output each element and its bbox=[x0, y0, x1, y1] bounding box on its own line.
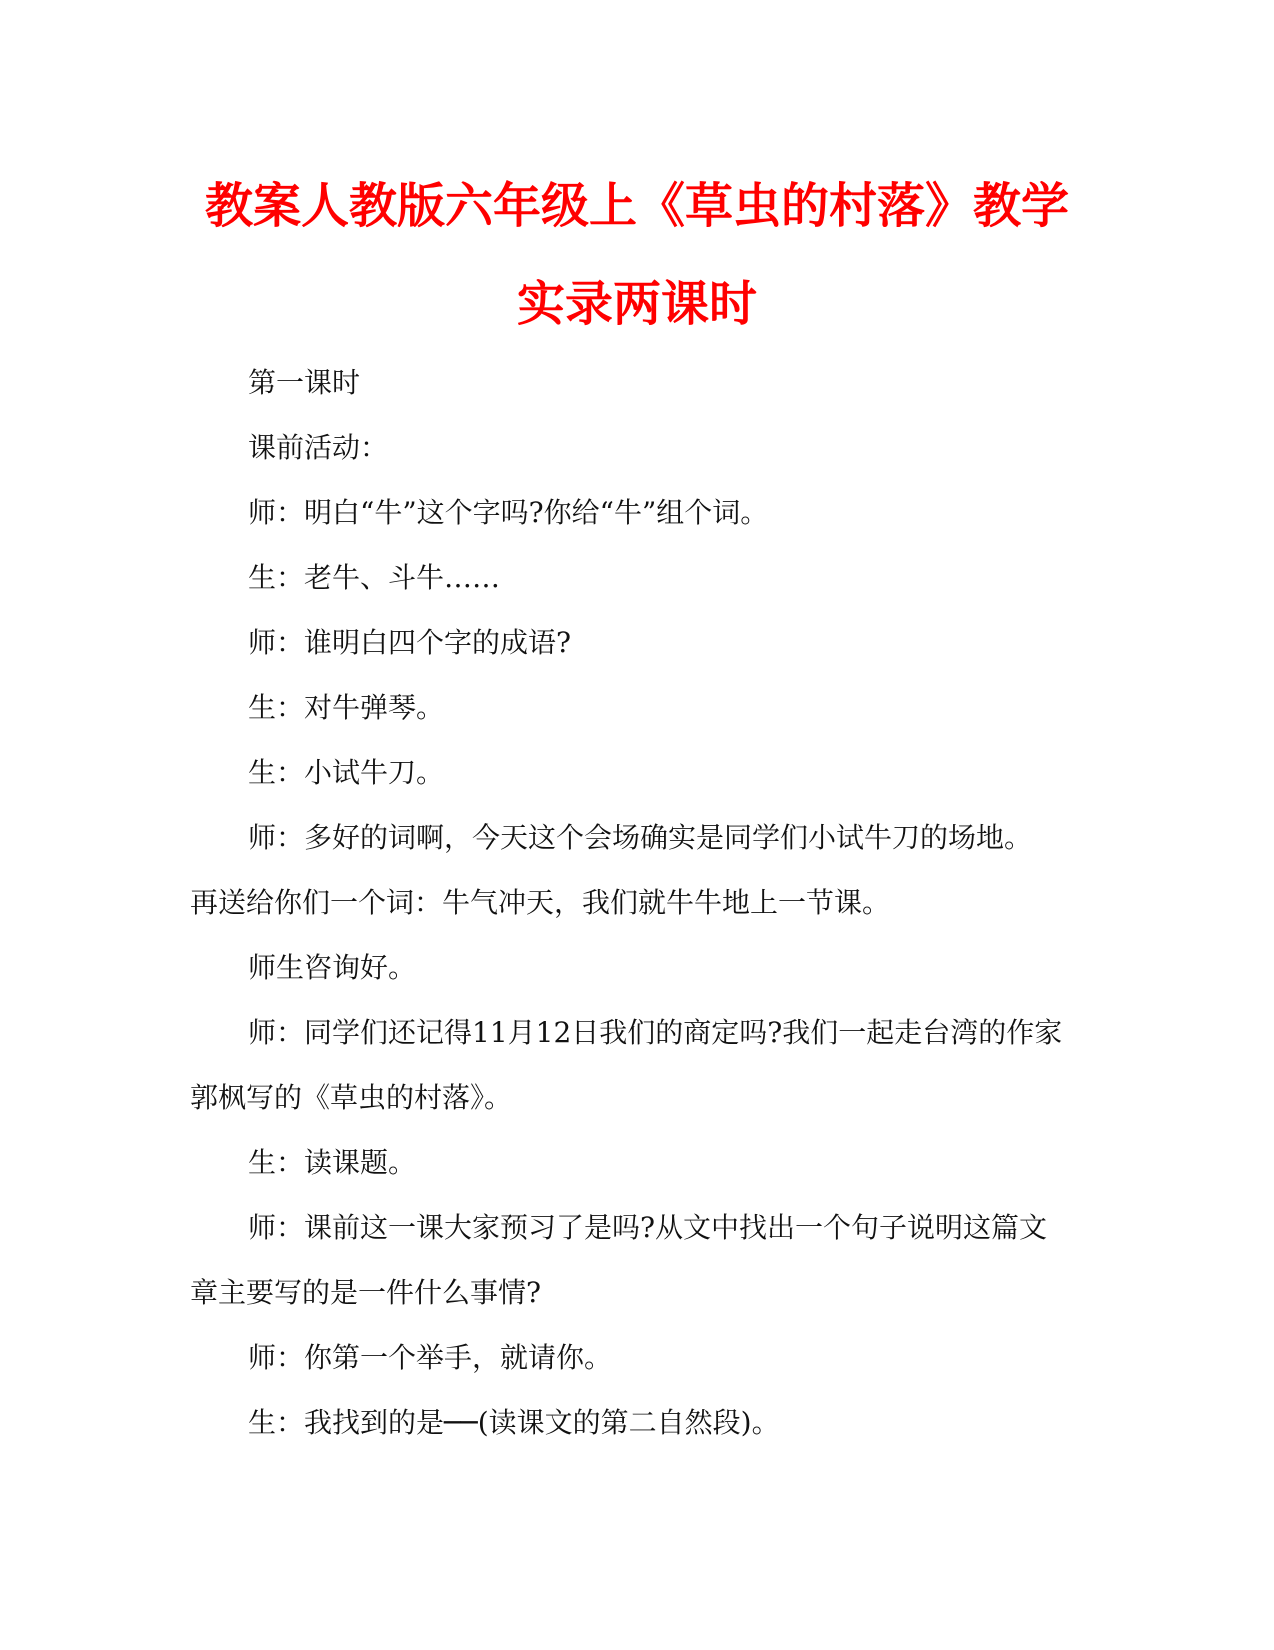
document-title-line-2: 实录两课时 bbox=[516, 276, 757, 332]
paragraph: 师：谁明白四个字的成语? bbox=[248, 626, 572, 659]
paragraph-pre-class-activity: 课前活动： bbox=[248, 431, 389, 464]
paragraph: 生：读课题。 bbox=[248, 1146, 417, 1179]
paragraph: 师：课前这一课大家预习了是吗?从文中找出一个句子说明这篇文 bbox=[248, 1211, 1048, 1244]
paragraph-lesson-heading: 第一课时 bbox=[248, 366, 361, 399]
paragraph: 师生咨询好。 bbox=[248, 951, 417, 984]
paragraph: 师：同学们还记得11月12日我们的商定吗?我们一起走台湾的作家 bbox=[248, 1016, 1063, 1049]
paragraph-continuation: 郭枫写的《草虫的村落》。 bbox=[190, 1081, 513, 1114]
paragraph: 生：老牛、斗牛…… bbox=[248, 561, 501, 594]
paragraph: 师：你第一个举手，就请你。 bbox=[248, 1341, 613, 1374]
paragraph: 师：明白“牛”这个字吗?你给“牛”组个词。 bbox=[248, 496, 769, 529]
paragraph: 生：小试牛刀。 bbox=[248, 756, 445, 789]
paragraph: 师：多好的词啊，今天这个会场确实是同学们小试牛刀的场地。 bbox=[248, 821, 1033, 854]
paragraph-continuation: 章主要写的是一件什么事情? bbox=[190, 1276, 542, 1309]
paragraph-continuation: 再送给你们一个词：牛气冲天，我们就牛牛地上一节课。 bbox=[190, 886, 891, 919]
paragraph: 生：我找到的是──(读课文的第二自然段)。 bbox=[248, 1406, 780, 1439]
document-body bbox=[190, 350, 1082, 1455]
document-title-line-1: 教案人教版六年级上《草虫的村落》教学 bbox=[204, 178, 1069, 234]
paragraph: 生：对牛弹琴。 bbox=[248, 691, 445, 724]
